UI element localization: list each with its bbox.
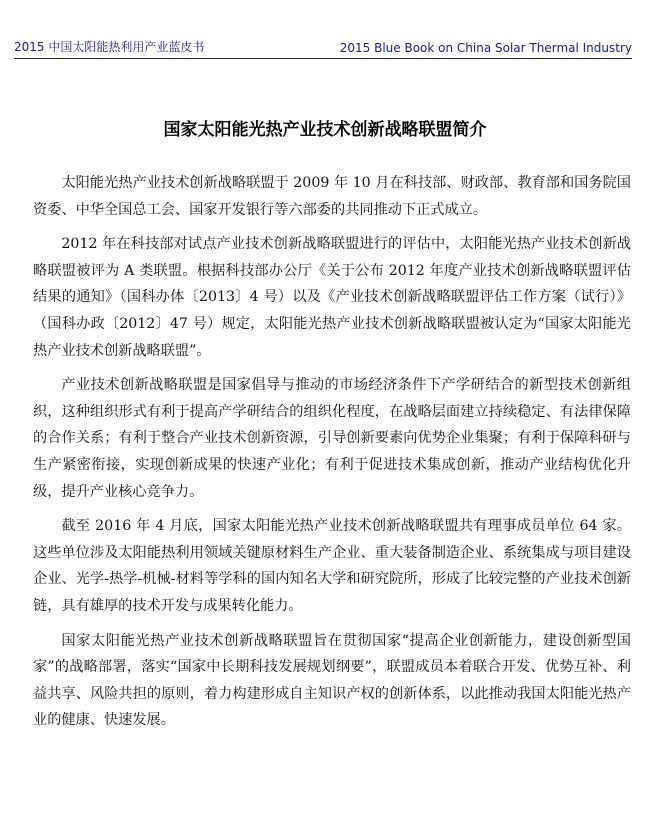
header-right-text: 2015 Blue Book on China Solar Thermal Industry: [339, 41, 632, 55]
paragraph-5: 国家太阳能光热产业技术创新战略联盟旨在贯彻国家“提高企业创新能力，建设创新型国家”的战略部署，落实“国家中长期科技发展规划纲要”，联盟成员本着联合开发、优势互补、利益共享、风险共担的原则，着力构建形成自主知识产权的创新体系，以此推动我国太阳能光热产业的健康、快速发展。: [33, 632, 631, 729]
paragraph-1: 太阳能光热产业技术创新战略联盟于 2009 年 10 月在科技部、财政部、教育部和国务院国资委、中华全国总工会、国家开发银行等六部委的共同推动下正式成立。: [33, 175, 631, 218]
header-left-text: 2015 中国太阳能热利用产业蓝皮书: [14, 40, 205, 54]
page-title: 国家太阳能光热产业技术创新战略联盟简介: [163, 120, 487, 140]
body-text: [33, 170, 631, 742]
running-header: [14, 31, 632, 59]
paragraph-4: 截至 2016 年 4 月底，国家太阳能光热产业技术创新战略联盟共有理事成员单位 64 家。这些单位涉及太阳能热利用领域关键原材料生产企业、重大装备制造企业、系统集成与项目建设企业、光学-热学-机械-材料等学科的国内知名大学和研究院所，形成了比较完整的产业技术创新链，具有雄厚的技术开发与成果转化能力。: [33, 518, 631, 614]
paragraph-3: 产业技术创新战略联盟是国家倡导与推动的市场经济条件下产学研结合的新型技术创新组织，这种组织形式有利于提高产学研结合的组织化程度，在战略层面建立持续稳定、有法律保障的合作关系；有利于整合产业技术创新资源，引导创新要素向优势企业集聚；有利于保障科研与生产紧密衔接，实现创新成果的快速产业化；有利于促进技术集成创新，推动产业结构优化升级，提升产业核心竞争力。: [33, 377, 631, 500]
paragraph-2: 2012 年在科技部对试点产业技术创新战略联盟进行的评估中，太阳能光热产业技术创新战略联盟被评为 A 类联盟。根据科技部办公厅《关于公布 2012 年度产业技术创新战略联盟评估结果的通知》（国科办体〔2013〕4 号）以及《产业技术创新战略联盟评估工作方案（试行）》（国科办政〔2012〕47 号）规定，太阳能光热产业技术创新战略联盟被认定为“国家太阳能光热产业技术创新战略联盟”。: [33, 236, 631, 359]
